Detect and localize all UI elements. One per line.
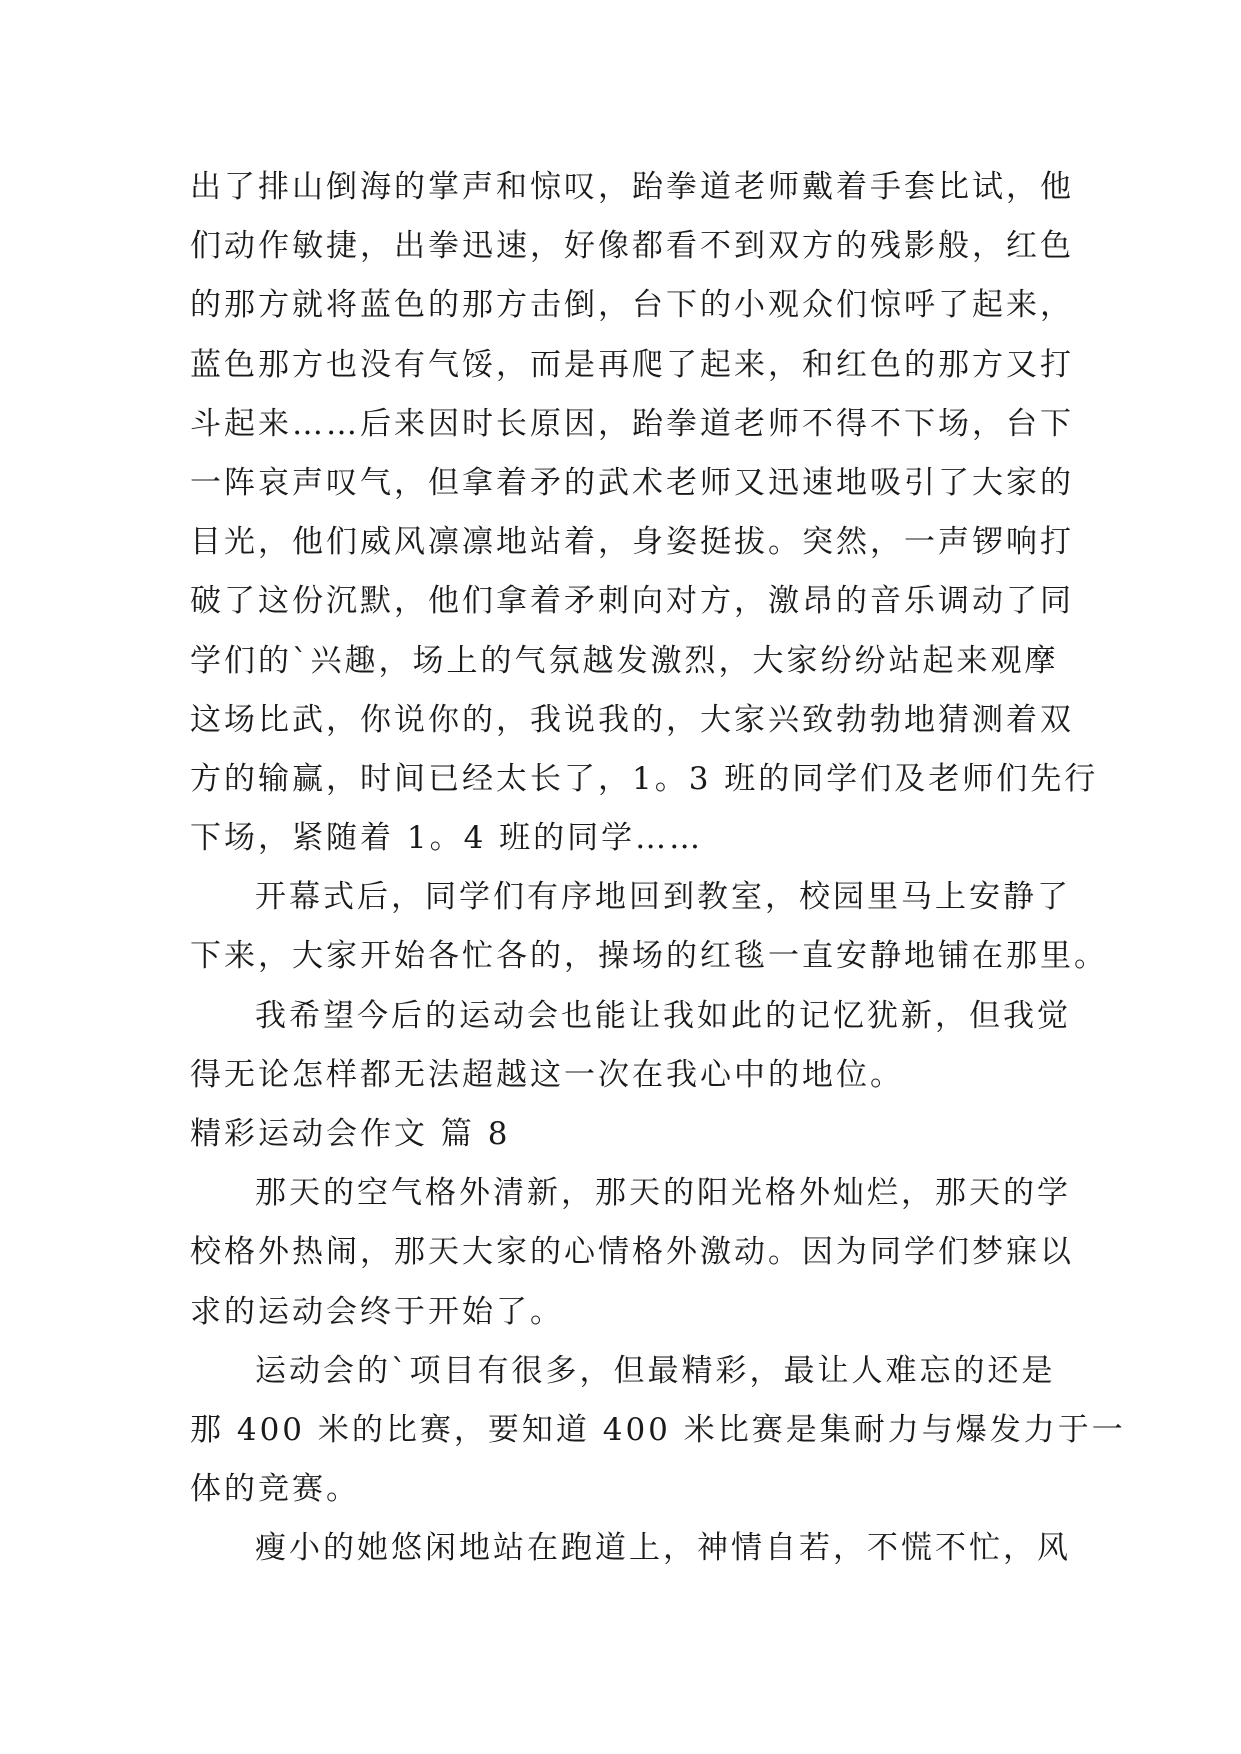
text-line: 运动会的`项目有很多，但最精彩，最让人难忘的还是 [255,1352,1056,1389]
paragraph [190,158,1099,868]
paragraph [190,987,1071,1105]
text-line: 学们的`兴趣，场上的气氛越发激烈，大家纷纷站起来观摩 [190,642,1059,679]
text-line: 下来，大家开始各忙各的，操场的红毯一直安静地铺在那里。 [190,938,1108,975]
text-line: 蓝色那方也没有气馁，而是再爬了起来，和红色的那方又打 [190,346,1074,383]
text-line: 的那方就将蓝色的那方击倒，台下的小观众们惊呼了起来， [190,287,1074,324]
text-line: 出了排山倒海的掌声和惊叹，跆拳道老师戴着手套比试，他 [190,169,1074,205]
text-line: 一阵哀声叹气，但拿着矛的武术老师又迅速地吸引了大家的 [190,464,1074,501]
paragraph [190,868,1108,986]
text-line: 目光，他们威风凛凛地站着，身姿挺拔。突然，一声锣响打 [190,524,1074,561]
document-body [190,158,1126,1579]
text-line: 方的输赢，时间已经太长了，1。3 班的同学们及老师们先行 [190,760,1099,797]
text-line: 得无论怎样都无法超越这一次在我心中的地位。 [190,1056,904,1093]
text-line: 我希望今后的运动会也能让我如此的记忆犹新，但我觉 [255,997,1071,1034]
text-line: 体的竞赛。 [190,1471,360,1508]
text-line: 开幕式后，同学们有序地回到教室，校园里马上安静了 [255,879,1071,916]
section-heading: 精彩运动会作文 篇 8 [190,1116,511,1152]
text-line: 这场比武，你说你的，我说我的，大家兴致勃勃地猜测着双 [190,701,1074,738]
text-line: 斗起来……后来因时长原因，跆拳道老师不得不下场，台下 [190,405,1074,442]
paragraph [190,1519,1071,1578]
text-line: 校格外热闹，那天大家的心情格外激动。因为同学们梦寐以 [190,1234,1074,1271]
text-line: 求的运动会终于开始了。 [190,1293,564,1330]
text-line: 们动作敏捷，出拳迅速，好像都看不到双方的残影般，红色 [190,228,1074,265]
text-line: 破了这份沉默，他们拿着矛刺向对方，激昂的音乐调动了同 [190,583,1074,620]
text-line: 那天的空气格外清新，那天的阳光格外灿烂，那天的学 [255,1175,1071,1212]
paragraph [190,1342,1126,1520]
text-line: 那 400 米的比赛，要知道 400 米比赛是集耐力与爆发力于一 [190,1411,1126,1448]
paragraph [190,1164,1074,1342]
text-line: 下场，紧随着 1。4 班的同学…… [190,820,704,857]
text-line: 瘦小的她悠闲地站在跑道上，神情自若，不慌不忙，风 [255,1530,1071,1567]
